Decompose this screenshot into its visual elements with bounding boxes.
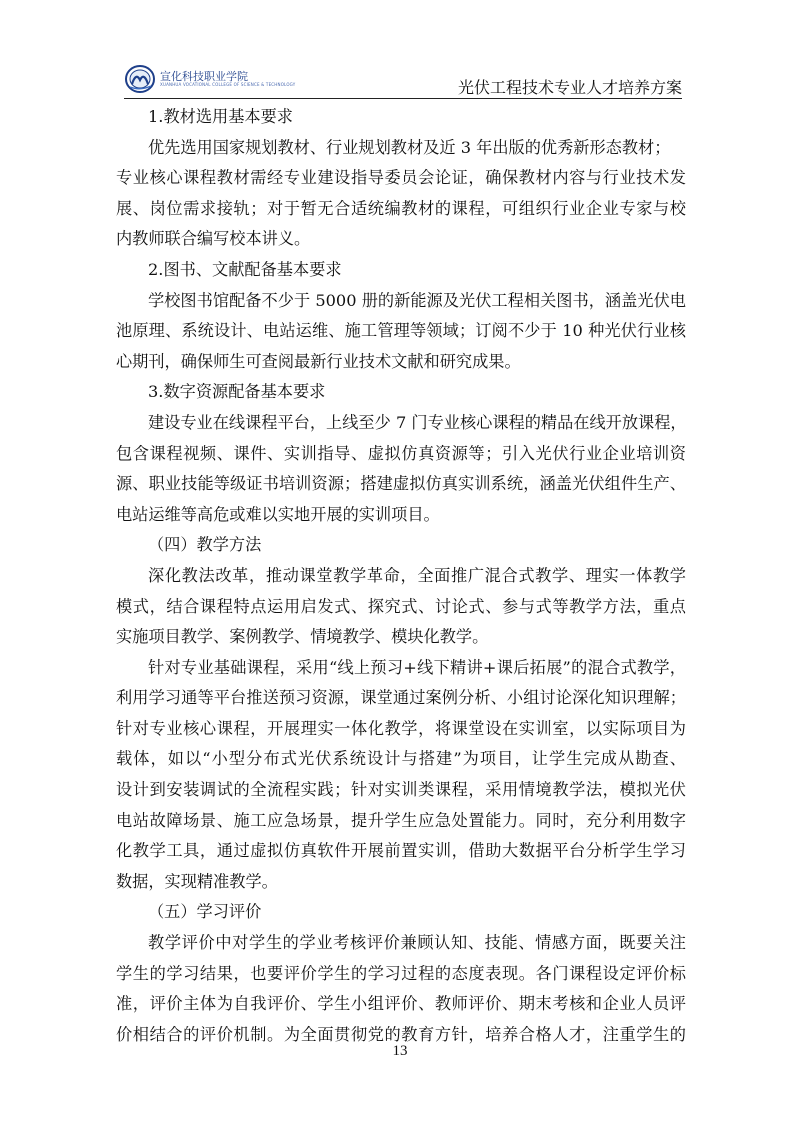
text-line: 化教学工具，通过虚拟仿真软件开展前置实训，借助大数据平台分析学生学习	[116, 841, 686, 861]
text-line: 优先选用国家规划教材、行业规划教材及近 3 年出版的优秀新形态教材；	[148, 137, 671, 157]
school-name: 宣化科技职业学院	[160, 70, 248, 83]
text-line: 学生的学习结果，也要评价学生的学习过程的态度表现。各门课程设定评价标	[116, 963, 686, 983]
text-line: 模式，结合课程特点运用启发式、探究式、讨论式、参与式等教学方法，重点	[116, 596, 686, 616]
subheading-digital-resources: 3.数字资源配备基本要求	[148, 382, 326, 402]
college-logo-icon	[124, 64, 164, 94]
subheading-library: 2.图书、文献配备基本要求	[148, 259, 342, 279]
text-line: 心期刊，确保师生可查阅最新行业技术文献和研究成果。	[116, 351, 521, 371]
text-line: 学校图书馆配备不少于 5000 册的新能源及光伏工程相关图书，涵盖光伏电	[148, 290, 686, 310]
page-header	[124, 62, 682, 99]
text-line: 专业核心课程教材需经专业建设指导委员会论证，确保教材内容与行业技术发	[116, 168, 686, 188]
text-line: 教学评价中对学生的学业考核评价兼顾认知、技能、情感方面，既要关注	[148, 933, 686, 953]
text-line: 包含课程视频、课件、实训指导、虚拟仿真资源等；引入光伏行业企业培训资	[116, 443, 686, 463]
subheading-textbook: 1.教材选用基本要求	[148, 107, 293, 126]
text-line: 池原理、系统设计、电站运维、施工管理等领域；订阅不少于 10 种光伏行业核	[116, 321, 686, 341]
text-line: 源、职业技能等级证书培训资源；搭建虚拟仿真实训系统，涵盖光伏组件生产、	[116, 474, 686, 494]
text-line: 建设专业在线课程平台，上线至少 7 门专业核心课程的精品在线开放课程，	[148, 412, 687, 432]
page-number: 13	[392, 1043, 408, 1059]
section-heading-teaching-methods: （四）教学方法	[148, 535, 262, 555]
text-line: 针对专业基础课程，采用“线上预习+线下精讲+课后拓展”的混合式教学，	[148, 657, 686, 677]
text-line: 电站运维等高危或难以实地开展的实训项目。	[116, 504, 440, 524]
text-line: 准，评价主体为自我评价、学生小组评价、教师评价、期末考核和企业人员评	[116, 994, 686, 1014]
text-line: 展、岗位需求接轨；对于暂无合适统编教材的课程，可组织行业企业专家与校	[116, 198, 686, 218]
text-line: 实施项目教学、案例教学、情境教学、模块化教学。	[116, 627, 489, 647]
text-line: 内教师联合编写校本讲义。	[116, 229, 311, 249]
text-line: 数据，实现精准教学。	[116, 871, 278, 891]
body-text	[116, 102, 686, 1050]
text-line: 电站故障场景、施工应急场景，提升学生应急处置能力。同时，充分利用数字	[116, 810, 686, 830]
text-line: 针对专业核心课程，开展理实一体化教学，将课堂设在实训室，以实际项目为	[116, 718, 686, 738]
school-name-english: XUANHUA VOCATIONAL COLLEGE OF SCIENCE & TECHNOLOGY	[160, 82, 296, 87]
text-line: 设计到安装调试的全流程实践；针对实训类课程，采用情境教学法，模拟光伏	[116, 780, 686, 800]
text-line: 利用学习通等平台推送预习资源，课堂通过案例分析、小组讨论深化知识理解；	[116, 688, 686, 708]
document-title: 光伏工程技术专业人才培养方案	[457, 78, 682, 97]
section-heading-learning-evaluation: （五）学习评价	[148, 902, 262, 922]
text-line: 深化教法改革，推动课堂教学革命，全面推广混合式教学、理实一体教学	[148, 565, 686, 585]
text-line: 价相结合的评价机制。为全面贯彻党的教育方针，培养合格人才，注重学生的	[116, 1024, 686, 1044]
text-line: 载体，如以“小型分布式光伏系统设计与搭建”为项目，让学生完成从勘查、	[116, 749, 686, 769]
